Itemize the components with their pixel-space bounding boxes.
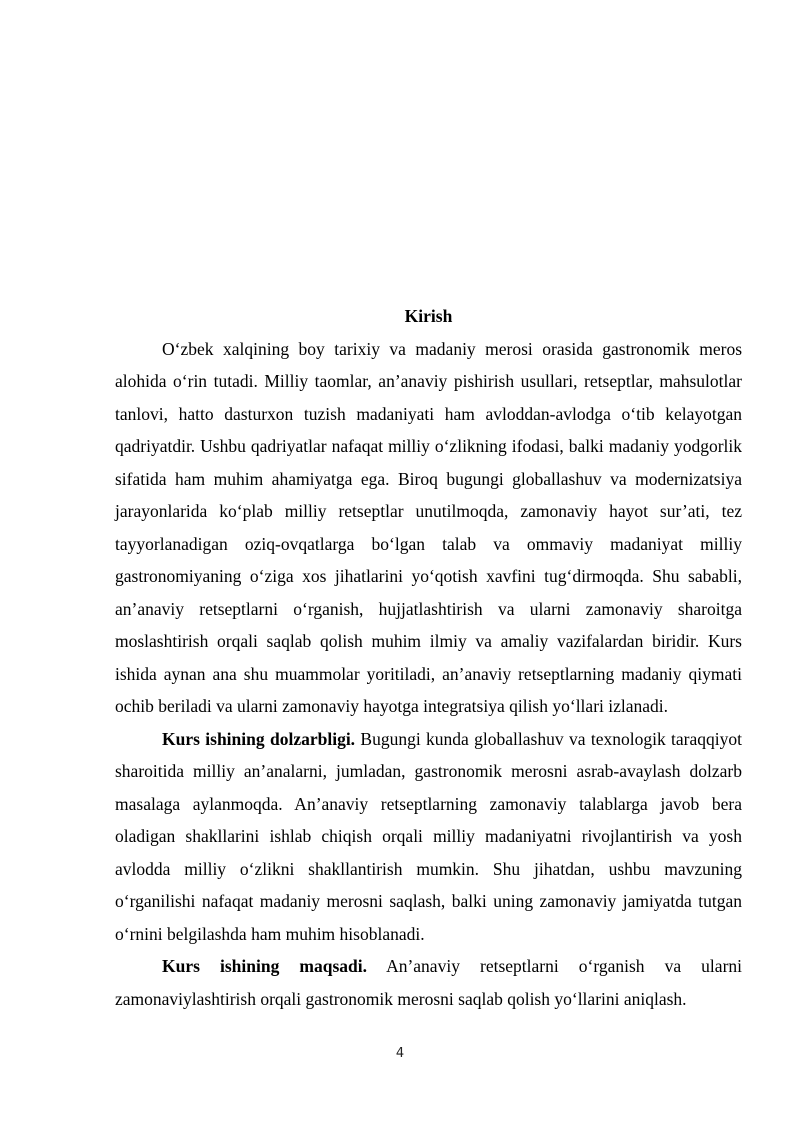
intro-paragraph [115,333,742,723]
relevance-paragraph [115,723,742,951]
paragraph-text: An’anaviy retseptlarni o‘rganish va ularni zamonaviylashtirish orqali gastronomik merosni saqlab qolish yo‘llarini aniqlash. [115,956,743,1009]
paragraph-text: O‘zbek xalqining boy tarixiy va madaniy merosi orasida gastronomik meros alohida o‘rin tutadi. Milliy taomlar, an’anaviy pishirish usullari, retseptlar, mahsulotlar tanlovi, hatto dasturxon tuzish madaniyati ham avloddan-avlodga o‘tib kelayotgan qadriyatdir. Ushbu qadriyatlar nafaqat milliy o‘zlikning ifodasi, balki madaniy yodgorlik sifatida ham muhim ahamiyatga ega. Biroq bugungi globallashuv va modernizatsiya jarayonlarida ko‘plab milliy retseptlar unutilmoqda, zamonaviy hayot sur’ati, tez tayyorlanadigan oziq-ovqatlarga bo‘lgan talab va ommaviy madaniyat milliy gastronomiyaning o‘ziga xos jihatlarini yo‘qotish xavfini tug‘dirmoqda. Shu sababli, an’anaviy retseptlarni o‘rganish, hujjatlashtirish va ularni zamonaviy sharoitga moslashtirish orqali saqlab qolish muhim ilmiy va amaliy vazifalardan biridir. Kurs ishida aynan ana shu muammolar yoritiladi, an’anaviy retseptlarning madaniy qiymati ochib beriladi va ularni zamonaviy hayotga integratsiya qilish yo‘llari izlanadi. [115,338,742,716]
goal-heading: Kurs ishining maqsadi. [162,956,367,976]
relevance-heading: Kurs ishining dolzarbligi. [162,728,356,749]
document-page [115,300,742,1015]
paragraph-text: Bugungi kunda globallashuv va texnologik taraqqiyot sharoitida milliy an’analarni, jumladan, gastronomik merosni asrab-avaylash dolzarb masalaga aylanmoqda. An’anaviy retseptlarning zamonaviy talablarga javob bera oladigan shakllarini ishlab chiqish orqali milliy madaniyatni rivojlantirish va yosh avlodda milliy o‘zlikni shakllantirish mumkin. Shu jihatdan, ushbu mavzuning o‘rganilishi nafaqat madaniy merosni saqlash, balki uning zamonaviy jamiyatda tutgan o‘rnini belgilashda ham muhim hisoblanadi. [115,728,742,944]
section-title: Kirish [404,306,453,326]
page-number: 4 [395,1046,405,1061]
goal-paragraph [115,950,742,1015]
